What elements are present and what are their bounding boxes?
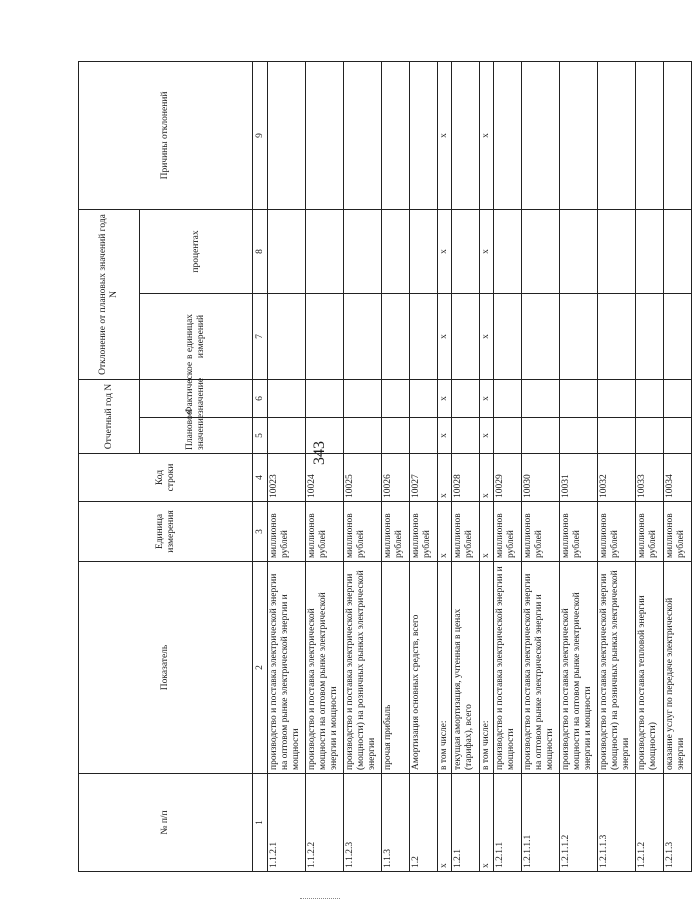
row-deviation-percent xyxy=(560,209,598,293)
row-indicator: производство и поставка электрической энергии на оптовом рынке электрической энергии и мощности xyxy=(268,562,306,774)
row-indicator: текущая амортизация, учтенная в ценах (тарифах), всего xyxy=(452,562,480,774)
row-indicator: производство и поставка тепловой энергии (мощности) xyxy=(636,562,664,774)
row-indicator: производство и поставка электрической энергии (мощности) на розничных рынках электрической энергии xyxy=(344,562,382,774)
row-number: 1.2.1.1.3 xyxy=(598,774,636,872)
column-number: 6 xyxy=(253,379,268,417)
header-report-year: Отчетный год N xyxy=(79,379,140,453)
scan-edge-mark xyxy=(300,898,340,902)
column-number: 3 xyxy=(253,502,268,562)
row-indicator: в том числе: xyxy=(438,562,452,774)
row-reasons xyxy=(560,61,598,209)
row-reasons xyxy=(452,61,480,209)
row-unit: x xyxy=(480,502,494,562)
row-deviation-percent xyxy=(636,209,664,293)
header-code: Код строки xyxy=(79,454,253,502)
column-number: 9 xyxy=(253,61,268,209)
table-row xyxy=(636,61,664,871)
column-number: 2 xyxy=(253,562,268,774)
header-actual-value: Фактическое значение xyxy=(140,379,253,417)
column-number: 5 xyxy=(253,418,268,454)
row-deviation-percent xyxy=(344,209,382,293)
row-unit: миллионов рублей xyxy=(636,502,664,562)
table-row xyxy=(664,61,692,871)
row-actual-value xyxy=(636,379,664,417)
row-deviation-percent xyxy=(598,209,636,293)
row-reasons xyxy=(598,61,636,209)
row-actual-value xyxy=(598,379,636,417)
row-number: 1.2.1.3 xyxy=(664,774,692,872)
row-deviation-percent xyxy=(522,209,560,293)
row-deviation-units: x xyxy=(480,293,494,379)
row-unit: миллионов рублей xyxy=(452,502,480,562)
row-code: 10028 xyxy=(452,454,480,502)
row-deviation-percent xyxy=(410,209,438,293)
header-reasons: Причины отклонений xyxy=(79,61,253,209)
row-number: 1.2 xyxy=(410,774,438,872)
row-indicator: Амортизация основных средств, всего xyxy=(410,562,438,774)
row-unit: миллионов рублей xyxy=(598,502,636,562)
row-indicator: прочая прибыль xyxy=(382,562,410,774)
row-unit: миллионов рублей xyxy=(522,502,560,562)
row-deviation-units xyxy=(598,293,636,379)
row-unit: миллионов рублей xyxy=(382,502,410,562)
row-planned-value xyxy=(636,418,664,454)
row-unit: миллионов рублей xyxy=(410,502,438,562)
row-reasons xyxy=(636,61,664,209)
row-actual-value xyxy=(494,379,522,417)
row-unit: миллионов рублей xyxy=(560,502,598,562)
row-planned-value xyxy=(410,418,438,454)
row-unit: миллионов рублей xyxy=(344,502,382,562)
row-deviation-units: x xyxy=(438,293,452,379)
row-indicator: производство и поставка электрической энергии (мощности) на розничных рынках электрической энергии xyxy=(598,562,636,774)
row-deviation-percent xyxy=(452,209,480,293)
column-number: 8 xyxy=(253,209,268,293)
row-deviation-units xyxy=(664,293,692,379)
row-number: 1.1.2.2 xyxy=(306,774,344,872)
row-deviation-units xyxy=(344,293,382,379)
row-number: 1.2.1.2 xyxy=(636,774,664,872)
row-actual-value xyxy=(382,379,410,417)
row-deviation-units xyxy=(560,293,598,379)
table-row xyxy=(480,61,494,871)
row-code: 10027 xyxy=(410,454,438,502)
table-row xyxy=(306,61,344,871)
table-row xyxy=(268,61,306,871)
row-code: 10034 xyxy=(664,454,692,502)
table-row xyxy=(344,61,382,871)
column-number: 7 xyxy=(253,293,268,379)
row-reasons xyxy=(268,61,306,209)
row-actual-value xyxy=(410,379,438,417)
row-deviation-units xyxy=(452,293,480,379)
row-planned-value: x xyxy=(480,418,494,454)
row-deviation-units xyxy=(268,293,306,379)
row-planned-value xyxy=(452,418,480,454)
row-planned-value xyxy=(560,418,598,454)
row-deviation-units xyxy=(636,293,664,379)
row-deviation-units xyxy=(494,293,522,379)
row-actual-value xyxy=(452,379,480,417)
table-row xyxy=(560,61,598,871)
row-indicator: производство и поставка электрической мощности на оптовом рынке электрической энергии и мощности xyxy=(306,562,344,774)
row-actual-value xyxy=(522,379,560,417)
table-body xyxy=(268,61,692,871)
row-number: 1.2.1.1 xyxy=(494,774,522,872)
row-deviation-units xyxy=(522,293,560,379)
row-planned-value xyxy=(522,418,560,454)
row-reasons xyxy=(664,61,692,209)
row-deviation-percent: x xyxy=(480,209,494,293)
table-row xyxy=(522,61,560,871)
row-deviation-percent xyxy=(268,209,306,293)
row-number: 1.2.1.1.2 xyxy=(560,774,598,872)
row-code: 10032 xyxy=(598,454,636,502)
row-reasons: x xyxy=(480,61,494,209)
row-planned-value xyxy=(494,418,522,454)
row-reasons xyxy=(410,61,438,209)
header-deviation-percent: процентах xyxy=(140,209,253,293)
row-reasons xyxy=(494,61,522,209)
row-deviation-percent xyxy=(664,209,692,293)
row-number: 1.1.2.3 xyxy=(344,774,382,872)
column-number-row xyxy=(253,61,268,871)
row-planned-value xyxy=(664,418,692,454)
row-indicator: производство и поставка электрической мощности на оптовом рынке электрической энергии и мощности xyxy=(560,562,598,774)
row-planned-value xyxy=(306,418,344,454)
row-reasons: x xyxy=(438,61,452,209)
row-actual-value xyxy=(344,379,382,417)
row-unit: миллионов рублей xyxy=(268,502,306,562)
table-row xyxy=(494,61,522,871)
row-deviation-percent xyxy=(494,209,522,293)
row-code: 10024 xyxy=(306,454,344,502)
header-planned-value: Плановое значение xyxy=(140,418,253,454)
row-code: 10023 xyxy=(268,454,306,502)
row-deviation-units xyxy=(382,293,410,379)
row-indicator: оказание услуг по передаче электрической энергии xyxy=(664,562,692,774)
row-planned-value xyxy=(382,418,410,454)
header-deviation-units: в единицах измерений xyxy=(140,293,253,379)
row-code: 10026 xyxy=(382,454,410,502)
row-reasons xyxy=(382,61,410,209)
row-code: 10031 xyxy=(560,454,598,502)
row-unit: миллионов рублей xyxy=(664,502,692,562)
row-actual-value xyxy=(664,379,692,417)
row-unit: миллионов рублей xyxy=(494,502,522,562)
row-number: 1.1.2.1 xyxy=(268,774,306,872)
row-deviation-percent xyxy=(306,209,344,293)
row-planned-value: x xyxy=(438,418,452,454)
row-code: 10030 xyxy=(522,454,560,502)
row-number: 1.1.3 xyxy=(382,774,410,872)
row-reasons xyxy=(306,61,344,209)
row-planned-value xyxy=(598,418,636,454)
row-deviation-percent: x xyxy=(438,209,452,293)
row-number: 1.2.1.1.1 xyxy=(522,774,560,872)
row-code: 10033 xyxy=(636,454,664,502)
row-actual-value: x xyxy=(480,379,494,417)
row-actual-value xyxy=(560,379,598,417)
table-row xyxy=(598,61,636,871)
row-number: x xyxy=(438,774,452,872)
row-indicator: в том числе: xyxy=(480,562,494,774)
row-number: x xyxy=(480,774,494,872)
row-actual-value xyxy=(306,379,344,417)
column-number: 1 xyxy=(253,774,268,872)
table-header xyxy=(79,61,268,871)
row-code: x xyxy=(480,454,494,502)
row-code: 10029 xyxy=(494,454,522,502)
table-row xyxy=(382,61,410,871)
row-code: 10025 xyxy=(344,454,382,502)
row-actual-value xyxy=(268,379,306,417)
column-number: 4 xyxy=(253,454,268,502)
row-indicator: производство и поставка электрической энергии и мощности xyxy=(494,562,522,774)
header-unit: Единица измерения xyxy=(79,502,253,562)
row-code: x xyxy=(438,454,452,502)
row-deviation-units xyxy=(306,293,344,379)
header-indicator: Показатель xyxy=(79,562,253,774)
row-planned-value xyxy=(344,418,382,454)
header-number: № п/п xyxy=(79,774,253,872)
report-table-container xyxy=(78,62,686,872)
row-number: 1.2.1 xyxy=(452,774,480,872)
table-row xyxy=(452,61,480,871)
row-deviation-percent xyxy=(382,209,410,293)
row-unit: x xyxy=(438,502,452,562)
row-reasons xyxy=(344,61,382,209)
row-indicator: производство и поставка электрической энергии на оптовом рынке электрической энергии и мощности xyxy=(522,562,560,774)
row-actual-value: x xyxy=(438,379,452,417)
table-row xyxy=(410,61,438,871)
header-deviation: Отклонение от плановых значений года N xyxy=(79,209,140,379)
page-number: 343 xyxy=(311,441,328,465)
row-unit: миллионов рублей xyxy=(306,502,344,562)
row-deviation-units xyxy=(410,293,438,379)
report-table xyxy=(78,61,692,872)
row-planned-value xyxy=(268,418,306,454)
row-reasons xyxy=(522,61,560,209)
table-row xyxy=(438,61,452,871)
